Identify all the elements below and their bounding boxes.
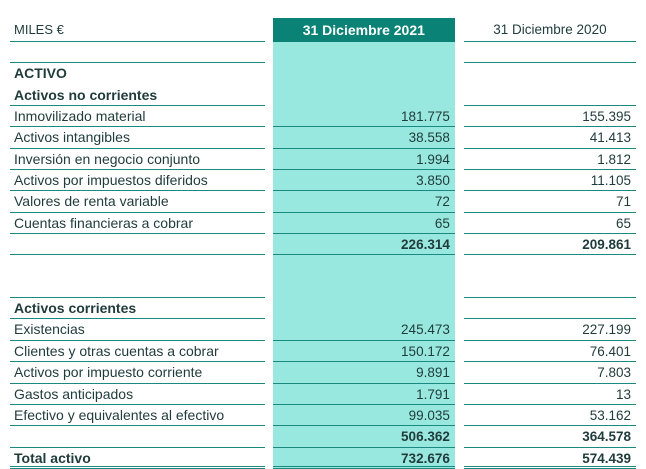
column-header-2020: 31 Diciembre 2020: [464, 18, 636, 42]
row-value-2021: 3.850: [273, 170, 455, 191]
row-label: Inversión en negocio conjunto: [10, 149, 265, 170]
table-row: [10, 341, 636, 362]
row-label: Activos por impuesto corriente: [10, 362, 265, 383]
table-row: [10, 191, 636, 212]
table-row: [10, 319, 636, 340]
table-row: [10, 405, 636, 426]
row-label: Activos por impuestos diferidos: [10, 170, 265, 191]
row-value-2020: 7.803: [464, 362, 636, 383]
subtotal-2020: 209.861: [464, 234, 636, 255]
row-value-2020: 41.413: [464, 127, 636, 148]
row-value-2020: 1.812: [464, 149, 636, 170]
subsection-title: Activos no corrientes: [10, 85, 265, 106]
grand-total-row: [10, 448, 636, 469]
row-label: Clientes y otras cuentas a cobrar: [10, 341, 265, 362]
section-title: ACTIVO: [14, 65, 67, 82]
row-value-2021: 150.172: [273, 341, 455, 362]
section-title-row: [10, 63, 636, 84]
row-label: Inmovilizado material: [10, 106, 265, 127]
subtotal-2021: 226.314: [273, 234, 455, 255]
table-row: [10, 170, 636, 191]
row-value-2020: 11.105: [464, 170, 636, 191]
subsection-title-row: [10, 298, 636, 319]
subtotal-row: [10, 234, 636, 255]
table-row: [10, 384, 636, 405]
row-value-2021: 65: [273, 213, 455, 234]
column-header-2021: 31 Diciembre 2021: [273, 18, 455, 42]
row-value-2020: 53.162: [464, 405, 636, 426]
row-label: Activos intangibles: [10, 127, 265, 148]
row-label: Efectivo y equivalentes al efectivo: [10, 405, 265, 426]
row-value-2021: 38.558: [273, 127, 455, 148]
blank-row: [10, 255, 636, 276]
table-row: [10, 213, 636, 234]
row-value-2020: 76.401: [464, 341, 636, 362]
grand-total-label: Total activo: [10, 448, 265, 469]
row-value-2021: 9.891: [273, 362, 455, 383]
row-value-2020: 227.199: [464, 319, 636, 340]
blank-row: [10, 42, 636, 63]
table-row: [10, 362, 636, 383]
subtotal-2020: 364.578: [464, 426, 636, 447]
row-value-2020: 155.395: [464, 106, 636, 127]
units-label: MILES €: [10, 18, 265, 42]
table-header: [10, 18, 636, 42]
grand-total-2020: 574.439: [464, 448, 636, 469]
table-row: [10, 149, 636, 170]
row-value-2020: 65: [464, 213, 636, 234]
row-label: Existencias: [10, 319, 265, 340]
row-value-2021: 1.994: [273, 149, 455, 170]
row-value-2021: 245.473: [273, 319, 455, 340]
row-value-2021: 181.775: [273, 106, 455, 127]
table-row: [10, 127, 636, 148]
balance-sheet-table: [10, 18, 636, 469]
subtotal-row: [10, 426, 636, 447]
row-value-2020: 71: [464, 191, 636, 212]
row-value-2021: 1.791: [273, 384, 455, 405]
row-value-2020: 13: [464, 384, 636, 405]
row-label: Gastos anticipados: [10, 384, 265, 405]
table-row: [10, 106, 636, 127]
subsection-title-row: [10, 85, 636, 106]
row-value-2021: 72: [273, 191, 455, 212]
row-value-2021: 99.035: [273, 405, 455, 426]
row-label: Cuentas financieras a cobrar: [10, 213, 265, 234]
subsection-title: Activos corrientes: [10, 298, 265, 319]
grand-total-2021: 732.676: [273, 448, 455, 469]
subtotal-2021: 506.362: [273, 426, 455, 447]
blank-row: [10, 277, 636, 298]
row-label: Valores de renta variable: [10, 191, 265, 212]
